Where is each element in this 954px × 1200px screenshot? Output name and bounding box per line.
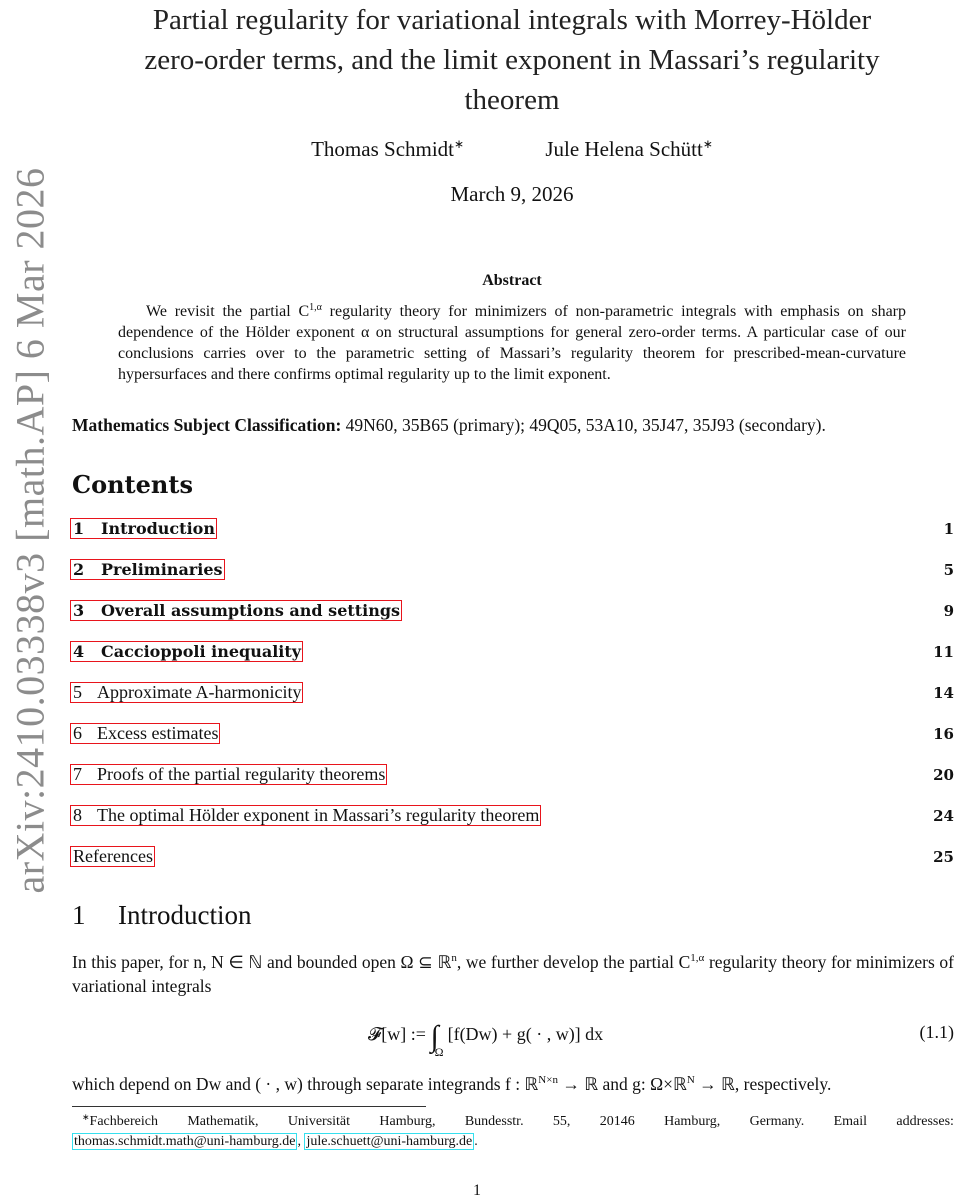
arxiv-stamp-text: arXiv:2410.03338v3 [math.AP] 6 Mar 2026 xyxy=(7,166,53,894)
toc-title: Preliminaries xyxy=(101,560,223,579)
footnote-word: Hamburg, xyxy=(664,1114,721,1129)
author-name: Thomas Schmidt xyxy=(311,137,455,161)
paper-title xyxy=(70,0,954,120)
paper-date: March 9, 2026 xyxy=(450,182,574,206)
text: → ℝ and g: Ω×ℝ xyxy=(557,1074,687,1094)
toc-page-number: 20 xyxy=(933,766,954,784)
equation-rhs: [f(Dw) + g( · , w)] dx xyxy=(447,1024,604,1044)
footnote-mark[interactable]: ∗ xyxy=(454,137,465,151)
footnote-word: 20146 xyxy=(599,1114,635,1129)
superscript: N xyxy=(686,1074,695,1086)
toc-page-number: 5 xyxy=(943,561,954,579)
toc-number: 2 xyxy=(73,560,85,579)
subject-classification xyxy=(72,415,954,436)
toc-title: The optimal Hölder exponent in Massari’s regularity theorem xyxy=(97,805,540,825)
title-line: theorem xyxy=(464,84,560,116)
toc-page-number: 9 xyxy=(943,602,954,620)
post-equation-text xyxy=(72,1074,954,1095)
toc-page-number: 24 xyxy=(933,807,954,825)
toc-number: 3 xyxy=(73,601,85,620)
footnote-word: Germany. xyxy=(749,1114,805,1129)
equation-lhs: 𝓕[w] := xyxy=(368,1024,431,1044)
email-link-schmidt[interactable]: thomas.schmidt.math@uni-hamburg.de xyxy=(74,1134,296,1149)
author-name: Jule Helena Schütt xyxy=(545,137,703,161)
footnote-word: 55, xyxy=(552,1114,571,1129)
toc-number: 7 xyxy=(73,764,82,784)
section-number: 1 xyxy=(72,900,86,930)
text: regularity theory for minimizers of variational integrals xyxy=(72,952,954,996)
footnote-mark[interactable]: ∗ xyxy=(702,137,713,151)
toc-link-assumptions[interactable] xyxy=(70,600,402,621)
superscript: n xyxy=(451,952,457,964)
toc-entry xyxy=(70,559,954,583)
title-line: Partial regularity for variational integrals with Morrey-Hölder xyxy=(152,4,872,36)
footnote-affiliation xyxy=(72,1112,954,1132)
footnote-mark: ∗ xyxy=(82,1112,90,1122)
footnote-emails: thomas.schmidt.math@uni-hamburg.de , jule.schuett@uni-hamburg.de . xyxy=(74,1134,478,1149)
toc-title: Caccioppoli inequality xyxy=(101,642,302,661)
toc-link-preliminaries[interactable] xyxy=(70,559,225,580)
toc-title: Overall assumptions and settings xyxy=(101,601,401,620)
footnote-word: ∗Fachbereich xyxy=(82,1112,158,1129)
toc-link-a-harmonicity[interactable] xyxy=(70,682,303,703)
toc-title: Proofs of the partial regularity theorems xyxy=(97,764,386,784)
msc-label: Mathematics Subject Classification: xyxy=(72,415,342,435)
toc-title: Excess estimates xyxy=(97,723,219,743)
msc-codes: 49N60, 35B65 (primary); 49Q05, 53A10, 35J47, 35J93 (secondary). xyxy=(341,415,826,435)
toc-link-references[interactable] xyxy=(70,846,155,867)
section-title: Introduction xyxy=(118,900,252,930)
toc-page-number: 11 xyxy=(933,643,954,661)
author xyxy=(545,137,713,162)
title-line: zero-order terms, and the limit exponent in Massari’s regularity xyxy=(144,44,880,76)
toc-entry xyxy=(70,518,954,542)
toc-title: Introduction xyxy=(101,519,215,538)
footnote-word: Bundesstr. xyxy=(464,1114,524,1129)
toc-entry xyxy=(70,682,954,706)
toc-title: References xyxy=(73,846,153,866)
toc-entry xyxy=(70,764,954,788)
superscript: N×n xyxy=(538,1074,558,1086)
toc-link-optimal-holder-exponent[interactable] xyxy=(70,805,541,826)
email-link-schuett[interactable]: jule.schuett@uni-hamburg.de xyxy=(306,1134,473,1149)
toc-link-introduction[interactable] xyxy=(70,518,217,539)
arxiv-identifier-stamp xyxy=(0,166,60,894)
toc-number: 5 xyxy=(73,682,82,702)
toc-entry xyxy=(70,846,954,870)
toc-page-number: 1 xyxy=(943,520,954,538)
toc-page-number: 16 xyxy=(933,725,954,743)
superscript: 1,α xyxy=(309,302,322,313)
toc-number: 1 xyxy=(73,519,85,538)
section-heading-introduction xyxy=(72,900,251,931)
footnote xyxy=(72,1112,954,1152)
equation-1-1 xyxy=(72,1010,954,1062)
toc-entry xyxy=(70,641,954,665)
toc-entry xyxy=(70,805,954,829)
footnote-word: Universität xyxy=(287,1114,351,1129)
page-number: 1 xyxy=(473,1182,481,1199)
footnote-word: addresses: xyxy=(896,1114,954,1129)
toc-page-number: 25 xyxy=(933,848,954,866)
toc-title: Approximate A-harmonicity xyxy=(97,682,302,702)
toc-number: 8 xyxy=(73,805,82,825)
footnote-word: Hamburg, xyxy=(379,1114,436,1129)
text: → ℝ, respectively. xyxy=(694,1074,832,1094)
footnote-word: Mathematik, xyxy=(187,1114,259,1129)
footnote-word: Email xyxy=(833,1114,868,1129)
toc-entry xyxy=(70,600,954,624)
author xyxy=(311,137,464,162)
equation-number: (1.1) xyxy=(919,1022,954,1042)
contents-heading: Contents xyxy=(72,470,193,499)
abstract-text-part: We revisit the partial C xyxy=(146,303,310,320)
toc-page-number: 14 xyxy=(933,684,954,702)
toc-entry xyxy=(70,723,954,747)
text: which depend on Dw and ( · , w) through separate integrands f : ℝ xyxy=(72,1074,539,1094)
footnote-divider xyxy=(72,1106,426,1107)
text: In this paper, for n, N ∈ ℕ and bounded open Ω ⊆ ℝ xyxy=(72,952,452,972)
superscript: 1,α xyxy=(690,952,705,964)
toc-link-proofs[interactable] xyxy=(70,764,387,785)
integral-sign: ∫ xyxy=(430,1020,439,1053)
text: , we further develop the partial C xyxy=(456,952,691,972)
toc-number: 6 xyxy=(73,723,82,743)
toc-link-excess-estimates[interactable] xyxy=(70,723,220,744)
abstract-text xyxy=(118,301,906,385)
intro-paragraph xyxy=(72,950,954,998)
toc-number: 4 xyxy=(73,642,85,661)
author-list xyxy=(70,137,954,162)
abstract-text-part: regularity theory for minimizers of non-parametric integrals with emphasis on sharp dependence of the Hölder exponent α on structural assumptions for general zero-order terms. A particular case of our conclusions carries over to the parametric setting of Massari’s regularity theorem for prescribed-mean-curvature hypersurfaces and there confirms optimal regularity up to the limit exponent. xyxy=(118,303,907,383)
abstract-heading: Abstract xyxy=(482,272,542,289)
toc-link-caccioppoli[interactable] xyxy=(70,641,303,662)
integral-domain: Ω xyxy=(434,1045,444,1059)
equation-formula xyxy=(368,1020,603,1060)
